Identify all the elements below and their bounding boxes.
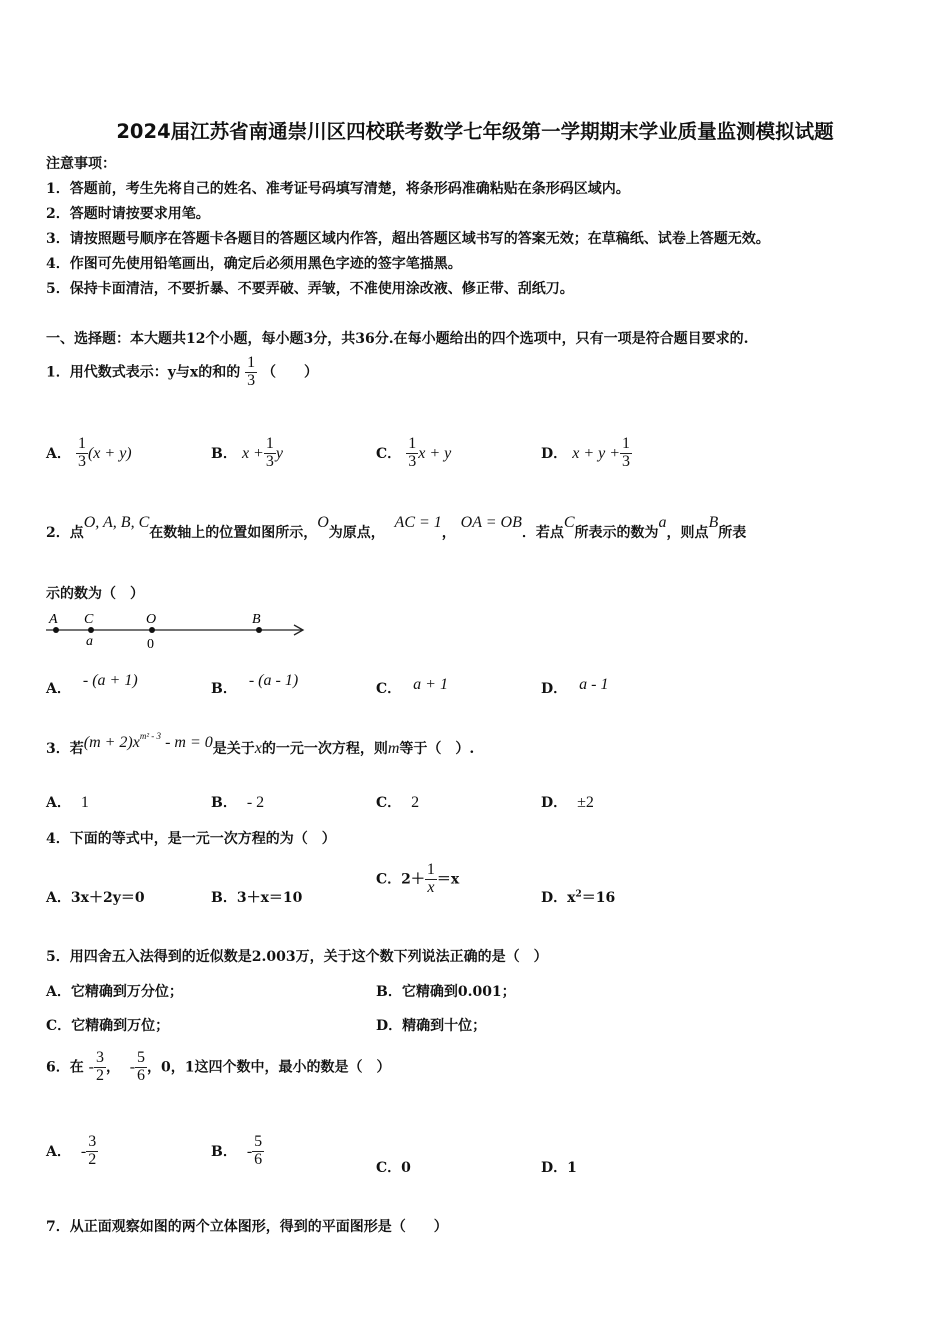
question-5-stem: 5．用四舍五入法得到的近似数是2.003万，关于这个数下列说法正确的是（ ） bbox=[46, 949, 548, 965]
note-item: 5．保持卡面清洁，不要折暴、不要弄破、弄皱，不准使用涂改液、修正带、刮纸刀。 bbox=[46, 281, 574, 297]
q5-option-a: A．它精确到万分位； bbox=[46, 984, 183, 1000]
q6-option-c: C．0 bbox=[376, 1160, 411, 1176]
q5-option-c: C．它精确到万位； bbox=[46, 1018, 170, 1034]
q2-option-a: A． - (a + 1) bbox=[46, 672, 138, 697]
question-1-stem: 1．用代数式表示：y与x的和的 $\frac{1}{3}$ （ ） bbox=[46, 354, 318, 389]
question-4-stem: 4．下面的等式中，是一元一次方程的为（ ） bbox=[46, 831, 336, 847]
q1-option-c: C． $\frac{1}{3}$ x + y bbox=[376, 435, 452, 470]
q2-option-c: C． a + 1 bbox=[376, 676, 448, 697]
q4-option-c: C．2＋ $\frac{1}{x}$ ＝x bbox=[376, 861, 460, 896]
label-b: B bbox=[252, 612, 261, 627]
label-c: C bbox=[84, 612, 94, 627]
label-a-value: a bbox=[86, 634, 93, 649]
q5-option-d: D．精确到十位； bbox=[376, 1018, 487, 1034]
notes-heading: 注意事项： bbox=[46, 156, 116, 172]
q6-option-d: D．1 bbox=[541, 1160, 577, 1176]
q5-option-b: B．它精确到0.001； bbox=[376, 984, 516, 1000]
q3-option-a: A． 1 bbox=[46, 794, 89, 811]
page-title: 2024届江苏省南通崇川区四校联考数学七年级第一学期期末学业质量监测模拟试题 bbox=[116, 120, 834, 143]
note-item: 2．答题时请按要求用笔。 bbox=[46, 206, 210, 222]
point-a bbox=[53, 627, 59, 633]
note-item: 3．请按照题号顺序在答题卡各题目的答题区域内作答，超出答题区域书写的答案无效；在草稿纸、试卷上答题无效。 bbox=[46, 231, 770, 247]
question-7-stem: 7．从正面观察如图的两个立体图形，得到的平面图形是（ ） bbox=[46, 1219, 448, 1235]
label-a: A bbox=[49, 612, 58, 627]
note-item: 4．作图可先使用铅笔画出，确定后必须用黑色字迹的签字笔描黑。 bbox=[46, 256, 462, 272]
point-b bbox=[256, 627, 262, 633]
q6-option-b: B． - $\frac{5}{6}$ bbox=[211, 1133, 263, 1168]
q3-option-c: C． 2 bbox=[376, 794, 420, 811]
note-item: 1．答题前，考生先将自己的姓名、准考证号码填写清楚，将条形码准确粘贴在条形码区域内。 bbox=[46, 181, 630, 197]
section-heading: 一、选择题：本大题共12个小题，每小题3分，共36分.在每小题给出的四个选项中，只有一项是符合题目要求的. bbox=[46, 331, 749, 347]
question-2-stem: 2．点O, A, B, C在数轴上的位置如图所示，O为原点， AC = 1， OA = OB．若点C所表示的数为a，则点B所表 bbox=[46, 514, 747, 541]
q4-option-b: B．3＋x＝10 bbox=[211, 890, 303, 906]
point-c bbox=[88, 627, 94, 633]
label-zero: 0 bbox=[147, 637, 154, 652]
q1-option-a: A． $\frac{1}{3}$ (x + y) bbox=[46, 435, 132, 470]
q2-option-b: B． - (a - 1) bbox=[211, 672, 299, 697]
q2-option-d: D． a - 1 bbox=[541, 676, 609, 697]
q4-option-d: D．$x^2=16$ bbox=[541, 889, 616, 906]
q6-option-a: A． - $\frac{3}{2}$ bbox=[46, 1133, 97, 1168]
q3-option-d: D． ±2 bbox=[541, 794, 594, 811]
label-o: O bbox=[146, 612, 157, 627]
question-6-stem: 6．在 - $\frac{3}{2}$ ， - $\frac{5}{6}$ ，0，1这四个数中，最小的数是（ ） bbox=[46, 1049, 391, 1084]
question-3-stem: 3．若$(m + 2)x^{m^2 - 3} - m = 0$是关于x的一元一次方程，则m等于（ ）. bbox=[46, 731, 475, 757]
point-o bbox=[149, 627, 155, 633]
q3-option-b: B． - 2 bbox=[211, 794, 265, 811]
q1-option-b: B． x + $\frac{1}{3}$ y bbox=[211, 435, 283, 470]
q4-option-a: A．3x＋2y＝0 bbox=[46, 890, 145, 906]
number-line-figure bbox=[40, 606, 320, 656]
fraction: $\frac{1}{3}$ bbox=[247, 354, 256, 389]
q1-option-d: D． x + y + $\frac{1}{3}$ bbox=[541, 435, 631, 470]
question-2-stem-line2: 示的数为（ ） bbox=[46, 586, 144, 602]
